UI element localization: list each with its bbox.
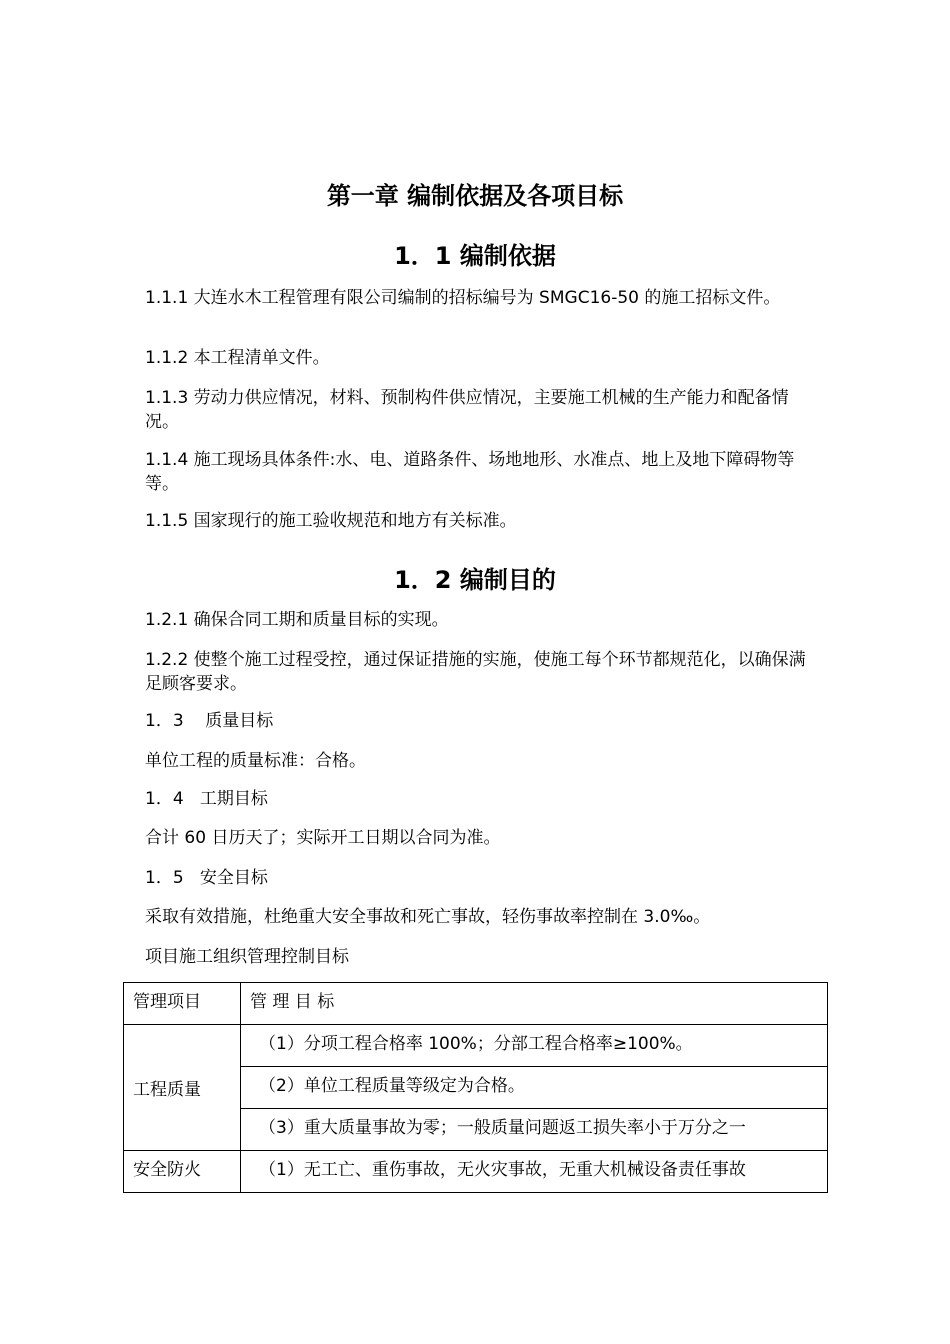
paragraph-1-1-4: 1.1.4 施工现场具体条件:水、电、道路条件、场地地形、水准点、地上及地下障碍物等等。 [145, 450, 795, 494]
quality-goal-3: （3）重大质量事故为零；一般质量问题返工损失率小于万分之一 [241, 1109, 828, 1151]
chapter-title: 第一章 编制依据及各项目标 [326, 182, 624, 210]
paragraph-1-1-3: 1.1.3 劳动力供应情况，材料、预制构件供应情况，主要施工机械的生产能力和配备情况。 [145, 388, 789, 432]
paragraph-1-1-5: 1.1.5 国家现行的施工验收规范和地方有关标准。 [145, 511, 517, 531]
management-goals-table [123, 982, 828, 1193]
paragraph-1-1-2: 1.1.2 本工程清单文件。 [145, 348, 330, 368]
paragraph-1-4: 合计 60 日历天了；实际开工日期以合同为准。 [145, 828, 501, 848]
section-1-4-heading: 1．4 工期目标 [145, 789, 268, 809]
header-management-item: 管理项目 [124, 983, 241, 1025]
paragraph-1-5: 采取有效措施，杜绝重大安全事故和死亡事故，轻伤事故率控制在 3.0‰。 [145, 907, 711, 927]
header-management-goal: 管 理 目 标 [241, 983, 828, 1025]
paragraph-1-2-1: 1.2.1 确保合同工期和质量目标的实现。 [145, 610, 449, 630]
section-1-1-heading: 1．1 编制依据 [394, 242, 556, 270]
quality-goal-1: （1）分项工程合格率 100%；分部工程合格率≥100%。 [241, 1025, 828, 1067]
section-1-5-heading: 1．5 安全目标 [145, 868, 268, 888]
safety-goal-1: （1）无工亡、重伤事故，无火灾事故，无重大机械设备责任事故 [241, 1151, 828, 1193]
paragraph-1-1-1: 1.1.1 大连水木工程管理有限公司编制的招标编号为 SMGC16-50 的施工招标文件。 [145, 288, 781, 308]
row-label-safety: 安全防火 [124, 1151, 241, 1193]
paragraph-1-3: 单位工程的质量标准：合格。 [145, 751, 366, 771]
section-1-3-heading: 1．3 质量目标 [145, 711, 274, 731]
quality-goal-2: （2）单位工程质量等级定为合格。 [241, 1067, 828, 1109]
paragraph-1-2-2: 1.2.2 使整个施工过程受控，通过保证措施的实施，使施工每个环节都规范化，以确保满足顾客要求。 [145, 650, 806, 694]
table-header-row [124, 983, 828, 1025]
section-1-2-heading: 1．2 编制目的 [394, 566, 556, 594]
row-label-quality: 工程质量 [124, 1025, 241, 1151]
table-row [124, 1151, 828, 1193]
table-caption: 项目施工组织管理控制目标 [145, 947, 349, 967]
table-row [124, 1025, 828, 1067]
